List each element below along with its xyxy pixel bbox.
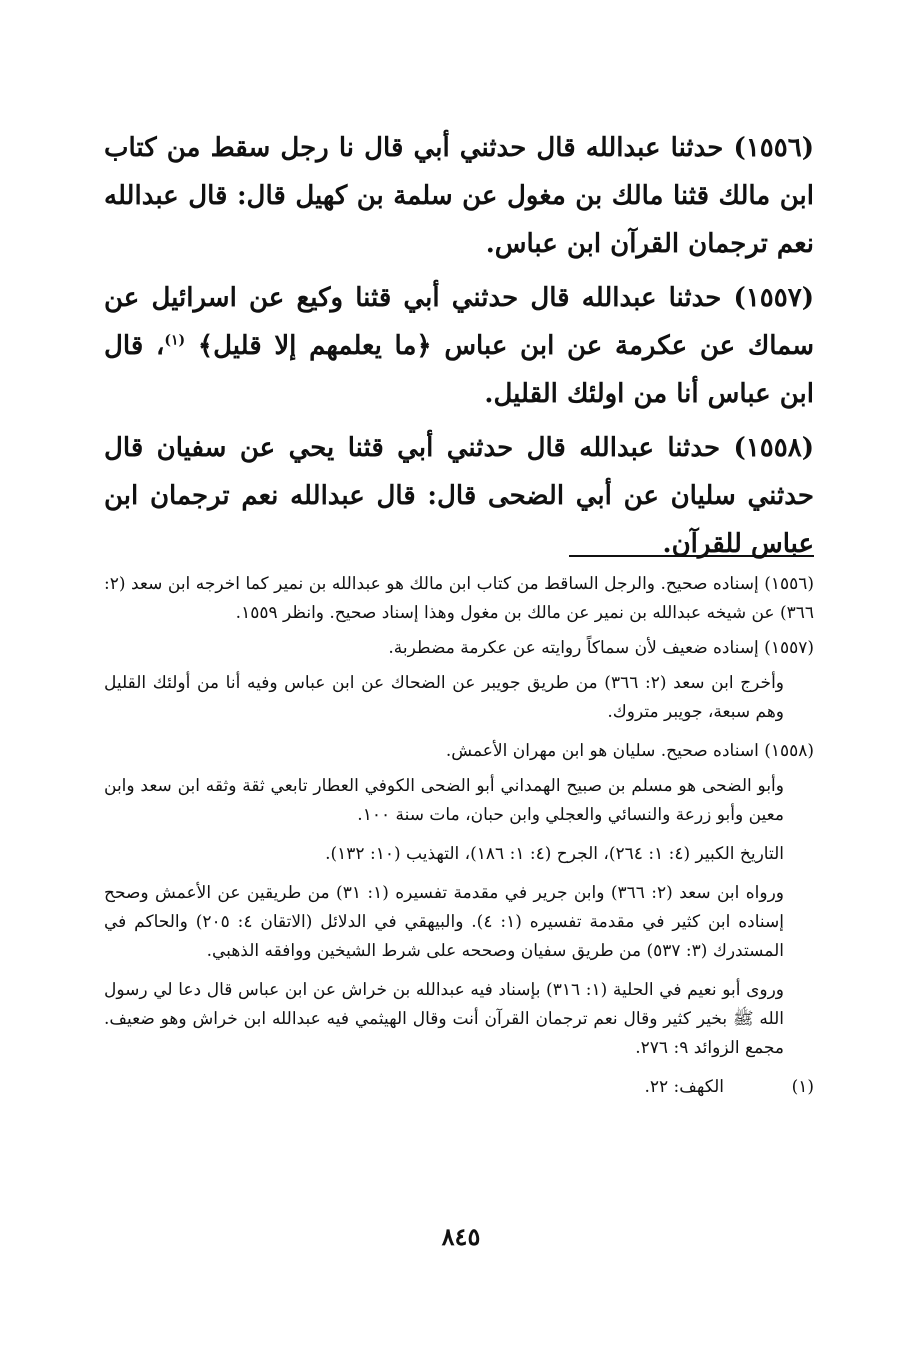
note-1558-detail-3: ورواه ابن سعد (٢: ٣٦٦) وابن جرير في مقدمة تفسيره (١: ٣١) من طريقين عن الأعمش وصحح إسناده ابن كثير في مقدمة تفسيره (١: ٤). والبيهقي في الدلائل (الاتقان ٤: ٢٠٥) والحاكم في المستدرك (٣: ٥٣٧) من طريق سفيان وصححه على شرط الشيخين ووافقه الذهبي. [104,883,784,961]
note-1558-detail-4: وروى أبو نعيم في الحلية (١: ٣١٦) بإسناد فيه عبدالله بن خراش عن ابن عباس قال دعا لي رسول الله ﷺ بخير كثير وقال نعم ترجمان القرآن أنت وقال الهيثمي فيه عبدالله ابن خراش وهو ضعيف. مجمع الزوائد ٩: ٢٧٦. [104,980,784,1058]
note-1558-detail-1: وأبو الضحى هو مسلم بن صبيح الهمداني أبو الضحى الكوفي العطار تابعي ثقة وثقه ابن سعد وابن معين وأبو زرعة والنسائي والعجلي وابن حبان، مات سنة ١٠٠. [104,776,784,825]
footnote-reference: (١) [164,332,186,349]
page-number: ٨٤٥ [441,1222,481,1251]
note-1556: (١٥٥٦) إسناده صحيح. والرجل الساقط من كتاب ابن مالك هو عبدالله بن نمير كما اخرجه ابن سعد (٢: ٣٦٦) عن شيخه عبدالله بن نمير عن مالك بن مغول وهذا إسناد صحيح. وانظر ١٥٥٩. [104,574,814,623]
footnote-marker: (١) [791,1077,814,1097]
note-1557-detail: وأخرج ابن سعد (٢: ٣٦٦) من طريق جويبر عن الضحاك عن ابن عباس وفيه أنا من أولئك القليل وهم سبعة، جويبر متروك. [104,673,784,722]
footnote-divider [569,555,814,557]
hadith-1557-tail: ، قال ابن عباس أنا من اولئك القليل. [104,331,814,409]
hadith-1558: (١٥٥٨) حدثنا عبدالله قال حدثني أبي قثنا يحي عن سفيان قال حدثني سليان عن أبي الضحى قال: قال عبدالله نعم ترجمان ابن عباس للقرآن. [104,433,814,559]
note-1558-detail-2: التاريخ الكبير (٤: ١: ٢٦٤)، الجرح (٤: ١: ١٨٦)، التهذيب (١٠: ١٣٢). [325,844,784,864]
commentary-notes [104,570,814,1102]
hadith-1557 [104,274,814,418]
footnote-text: الكهف: ٢٢. [644,1077,724,1097]
note-1558: (١٥٥٨) اسناده صحيح. سليان هو ابن مهران الأعمش. [445,741,814,761]
hadith-1556: (١٥٥٦) حدثنا عبدالله قال حدثني أبي قال نا رجل سقط من كتاب ابن مالك قثنا مالك بن مغول عن سلمة بن كهيل قال: قال عبدالله نعم ترجمان القرآن ابن عباس. [104,133,814,259]
footnote [104,1073,814,1102]
note-1557: (١٥٥٧) إسناده ضعيف لأن سماكاً روايته عن عكرمة مضطربة. [388,638,814,658]
main-text [104,124,814,574]
hadith-1557-text: (١٥٥٧) حدثنا عبدالله قال حدثني أبي قثنا وكيع عن اسرائيل عن سماك عن عكرمة عن ابن عباس ﴿ما يعلمهم إلا قليل﴾ [104,283,814,361]
